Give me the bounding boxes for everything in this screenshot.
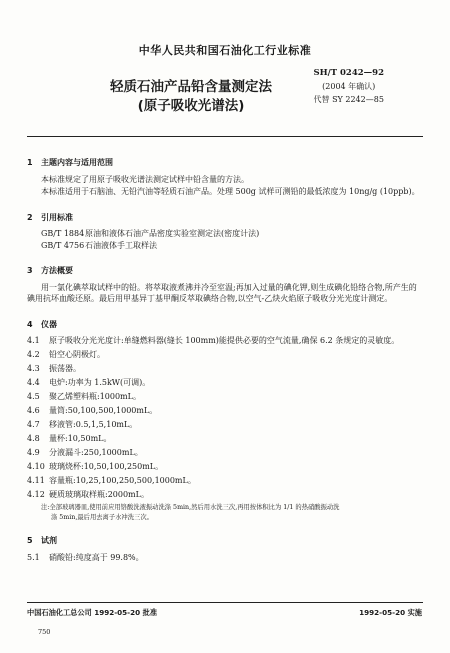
item-number: 4.3 xyxy=(27,364,40,373)
list-item xyxy=(27,433,423,445)
section-1-heading xyxy=(27,157,423,169)
item-text: 振荡器。 xyxy=(49,364,81,373)
item-text: 分液漏斗:250,1000mL。 xyxy=(49,448,143,457)
item-number: 4.12 xyxy=(27,490,45,499)
section-number: 5 xyxy=(27,536,33,545)
title-line-2: (原子吸收光谱法) xyxy=(137,98,245,114)
item-text: 电炉:功率为 1.5kW(可调)。 xyxy=(49,378,151,387)
section-title: 主题内容与适用范围 xyxy=(41,158,113,167)
item-text: 铅空心阴极灯。 xyxy=(49,350,105,359)
list-item xyxy=(27,391,423,403)
list-item xyxy=(27,363,423,375)
section-title: 引用标准 xyxy=(41,212,73,222)
list-item xyxy=(27,349,423,361)
item-number: 4.7 xyxy=(27,420,40,429)
footer-divider xyxy=(27,602,423,603)
reference-code: GB/T 1884 xyxy=(41,229,85,238)
section-number: 2 xyxy=(27,212,33,222)
section-4-heading xyxy=(27,319,423,331)
reference-code: GB/T 4756 xyxy=(41,240,85,250)
standard-code-block xyxy=(313,67,384,106)
item-text: 硬质玻璃取样瓶:2000mL。 xyxy=(49,490,149,499)
section-number: 4 xyxy=(27,319,33,329)
paragraph: 本标准适用于石脑油、无铅汽油等轻质石油产品。处理 500g 试样可测铅的最低浓度为 10ng/g (10ppb)。 xyxy=(41,187,420,196)
note-line: 注:全部玻璃器皿,使用前应用铬酸洗液振动洗涤 5min,然后用水洗三次,再用按体积比为 1/1 的热硝酸振动洗 xyxy=(41,504,340,511)
standard-code: SH/T 0242—92 xyxy=(313,68,384,78)
item-text: 量杯:10,50mL。 xyxy=(49,434,112,443)
item-text: 聚乙烯塑料瓶:1000mL。 xyxy=(49,392,141,401)
item-number: 4.11 xyxy=(27,476,45,485)
list-item xyxy=(27,419,423,431)
list-item xyxy=(27,447,423,459)
list-item xyxy=(27,489,423,501)
list-item xyxy=(27,461,423,473)
item-number: 4.10 xyxy=(27,462,45,471)
list-item xyxy=(27,335,423,347)
reference-item xyxy=(27,228,423,240)
item-text: 玻璃烧杯:10,50,100,250mL。 xyxy=(49,462,164,471)
section-number: 1 xyxy=(27,158,33,167)
section-title: 仪器 xyxy=(41,319,57,329)
reference-item xyxy=(27,240,423,252)
section-number: 3 xyxy=(27,266,33,275)
header-divider xyxy=(27,136,423,137)
list-item xyxy=(27,377,423,389)
document-body xyxy=(27,148,423,566)
page-number: 750 xyxy=(38,628,51,636)
title-line-1: 轻质石油产品铅含量测定法 xyxy=(110,79,272,95)
standard-title xyxy=(86,78,296,116)
section-5-heading xyxy=(27,535,423,547)
item-text: 容量瓶:10,25,100,250,500,1000mL。 xyxy=(49,476,196,485)
item-number: 4.4 xyxy=(27,378,40,387)
reference-title: 原油和液体石油产品密度实验室测定法(密度计法) xyxy=(85,229,260,238)
item-number: 4.8 xyxy=(27,434,40,443)
note xyxy=(27,503,423,523)
item-number: 4.9 xyxy=(27,448,40,457)
item-text: 量筒:50,100,500,1000mL。 xyxy=(49,406,158,415)
approval-line: 中国石油化工总公司 1992-05-20 批准 xyxy=(27,608,158,617)
confirm-year: (2004 年确认) xyxy=(322,82,376,91)
item-text: 原子吸收分光光度计:单缝燃料器(缝长 100mm)能提供必要的空气流量,确保 6.2 条规定的灵敏度。 xyxy=(49,336,400,345)
list-item xyxy=(27,475,423,487)
list-item xyxy=(27,405,423,417)
issuing-agency: 中华人民共和国石油化工行业标准 xyxy=(138,44,312,57)
paragraph: 本标准规定了用原子吸收光谱法测定试样中铅含量的方法。 xyxy=(41,174,249,184)
reference-title: 石油液体手工取样法 xyxy=(85,240,157,250)
section-title: 方法概要 xyxy=(41,266,73,275)
section-title: 试剂 xyxy=(41,536,57,545)
paragraph: 用一氯化碘萃取试样中的铅。将萃取液煮沸并冷至室温;再加入过量的碘化钾,则生成碘化铅络合物,所产生的碘用抗坏血酸还原。最后用甲基异丁基甲酮反萃取碘络合物,以空气-乙炔火焰原子吸收分光光度计测定。 xyxy=(27,282,417,303)
item-number: 4.1 xyxy=(27,336,40,345)
item-number: 4.5 xyxy=(27,392,40,401)
effective-date: 1992-05-20 实施 xyxy=(359,608,422,617)
replaces-standard: 代替 SY 2242—85 xyxy=(313,95,384,104)
item-text: 硝酸铅:纯度高于 99.8%。 xyxy=(49,552,144,562)
item-number: 5.1 xyxy=(27,552,40,562)
item-text: 移液管:0.5,1,5,10mL。 xyxy=(49,420,138,429)
note-line: 涤 5min,最后用去离子水冲洗三次。 xyxy=(51,514,153,521)
list-item xyxy=(27,552,423,564)
item-number: 4.2 xyxy=(27,350,40,359)
item-number: 4.6 xyxy=(27,406,40,415)
section-3-heading xyxy=(27,265,423,277)
section-2-heading xyxy=(27,212,423,224)
